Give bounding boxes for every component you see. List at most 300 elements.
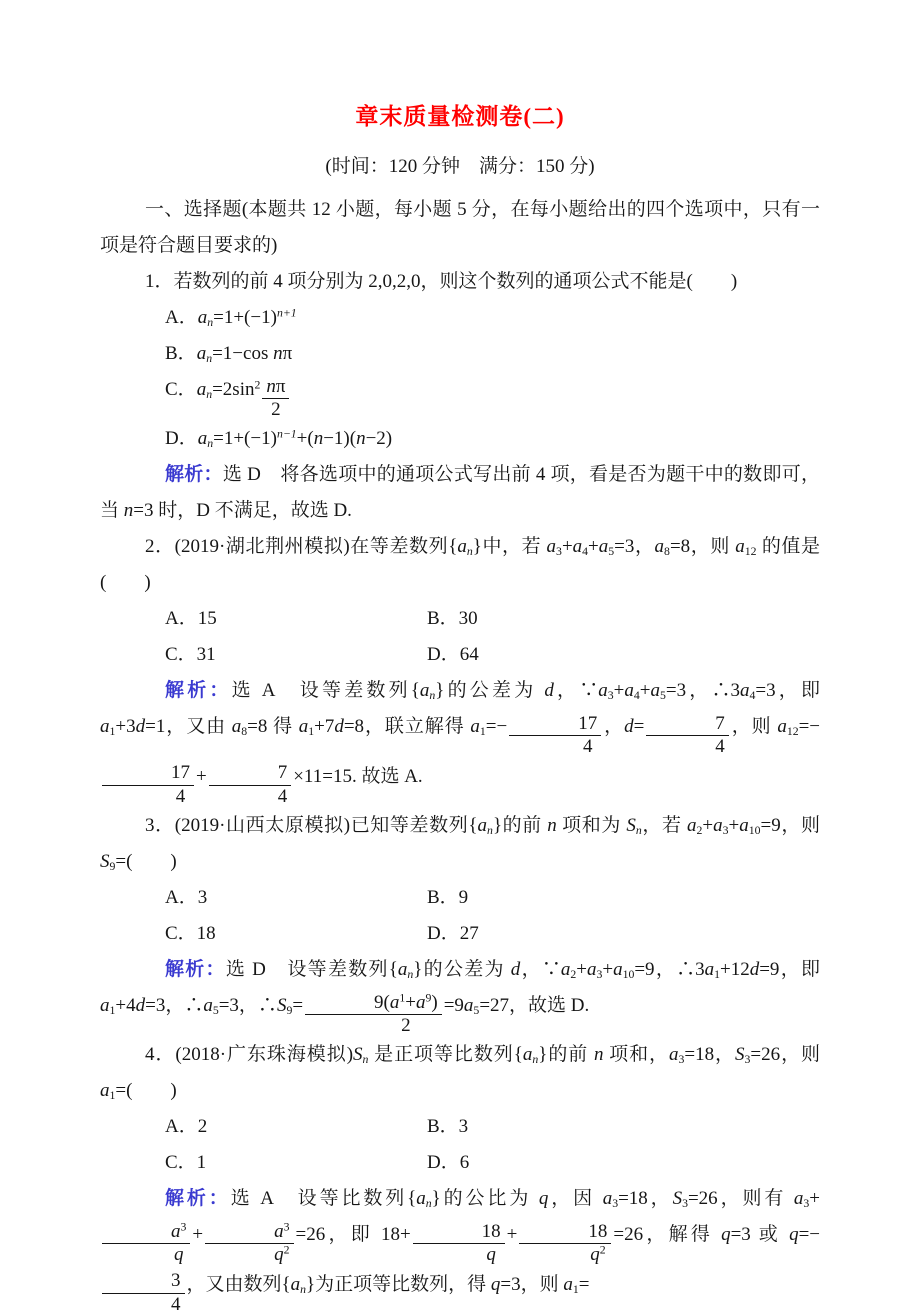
math-variable: a [290, 1273, 301, 1295]
text-run: =9，即 [759, 959, 820, 981]
math-variable: n [593, 1044, 604, 1066]
subscript: 1 [479, 725, 486, 739]
text-run: B．9 [427, 887, 469, 909]
question-1-option-d [100, 421, 820, 457]
exam-info-line: (时间：120 分钟 满分：150 分) [325, 156, 595, 177]
superscript: 2 [599, 1243, 606, 1257]
text-run: −2) [365, 428, 393, 450]
text-run: ，则 [730, 716, 778, 738]
subscript: n [362, 1053, 369, 1067]
subscript: 4 [749, 689, 756, 703]
fraction [519, 1221, 611, 1267]
text-run: 2 [271, 398, 281, 420]
math-variable: q [490, 1273, 501, 1295]
text-run: =3 或 [730, 1224, 790, 1246]
analysis-label: 解析： [165, 1188, 231, 1210]
text-run: A．2 [165, 1116, 208, 1138]
fraction-numerator [262, 376, 289, 399]
option-cell [100, 637, 427, 673]
text-run: D．6 [427, 1152, 470, 1174]
text-run: }的公差为 [413, 959, 511, 981]
text-run: A．3 [165, 887, 208, 909]
subscript: 5 [608, 545, 615, 559]
subscript: 5 [659, 689, 666, 703]
subscript: 3 [722, 823, 729, 837]
fraction-denominator [205, 1244, 293, 1266]
subscript: n [425, 1197, 432, 1211]
math-variable: a [100, 716, 110, 738]
superscript: 2 [254, 378, 261, 392]
text-run: ，又由数列{ [186, 1273, 291, 1295]
math-variable: n [273, 343, 283, 364]
text-run: + [702, 815, 714, 837]
text-run: =1+(−1) [213, 428, 277, 450]
math-variable: S [672, 1188, 683, 1210]
option-cell [427, 1145, 820, 1181]
question-2-analysis [100, 673, 820, 808]
math-variable: d [749, 959, 760, 981]
text-run: =1−cos [212, 343, 274, 364]
text-run: −1)( [323, 428, 357, 450]
math-variable: n [313, 428, 324, 450]
option-cell [427, 637, 820, 673]
subscript: 8 [664, 545, 670, 559]
text-run: =26，即 18+ [295, 1224, 411, 1246]
question-2-options-ab [100, 601, 820, 637]
fraction-denominator [413, 1244, 505, 1266]
subscript: n [207, 437, 214, 451]
text-run: ， [603, 716, 625, 738]
option-cell [427, 880, 820, 916]
fraction [413, 1221, 505, 1267]
math-variable: S [100, 851, 110, 873]
question-3-options-cd [100, 916, 820, 952]
fraction-denominator [262, 399, 289, 421]
superscript: 3 [180, 1220, 187, 1234]
text-run: =3， [614, 536, 655, 558]
question-3-analysis [100, 952, 820, 1037]
math-variable: q [721, 1224, 731, 1246]
math-variable: S [626, 815, 636, 837]
subscript: 3 [612, 1197, 619, 1211]
text-run: =1，又由 [145, 716, 232, 738]
fraction [262, 376, 289, 422]
text-run: B．30 [427, 608, 478, 630]
fraction-numerator [102, 1221, 190, 1244]
math-variable: S [276, 995, 287, 1017]
text-run: ，若 [641, 815, 688, 837]
math-variable: a [415, 991, 426, 1013]
question-1-option-a [100, 300, 820, 336]
option-cell [100, 1109, 427, 1145]
fraction-denominator [209, 786, 292, 808]
text-run: D． [165, 428, 198, 450]
text-run: =9 [443, 995, 464, 1017]
option-cell [427, 1109, 820, 1145]
text-run: ，因 [548, 1188, 603, 1210]
fraction-denominator [509, 736, 601, 758]
question-3-options-ab [100, 880, 820, 916]
text-run: 4 [175, 785, 186, 807]
text-run: =( ) [115, 851, 177, 873]
subscript: n [206, 351, 213, 365]
math-variable: a [477, 815, 488, 837]
text-run: =18， [618, 1188, 673, 1210]
text-run: +12 [720, 959, 750, 981]
text-run: 2．(2019·湖北荆州模拟)在等差数列{ [145, 536, 458, 558]
text-run: 17 [171, 762, 190, 784]
text-run: 7 [715, 712, 725, 734]
subscript: n [466, 545, 473, 559]
subscript: 4 [582, 545, 589, 559]
text-run: D．27 [427, 923, 479, 945]
text-run: =27，故选 D. [479, 995, 590, 1017]
math-variable: a [457, 536, 467, 558]
subscript: 9 [109, 859, 116, 873]
fraction-denominator [102, 786, 194, 808]
math-variable: a [739, 680, 750, 702]
math-variable: a [197, 307, 208, 328]
math-variable: n [547, 815, 557, 837]
text-run: 是正项等比数列{ [368, 1044, 523, 1066]
math-variable: d [510, 959, 521, 981]
text-run: 7 [277, 762, 288, 784]
math-variable: a [196, 343, 207, 364]
math-variable: a [793, 1188, 804, 1210]
math-variable: q [590, 1244, 600, 1266]
math-variable: n [356, 428, 366, 450]
fraction [205, 1221, 293, 1267]
subscript: 2 [570, 967, 577, 981]
fraction-denominator [305, 1015, 442, 1037]
subscript: 10 [622, 967, 635, 981]
subscript: 9 [286, 1003, 293, 1017]
text-run: + [602, 959, 614, 981]
subscript: n [487, 823, 493, 837]
option-cell [427, 916, 820, 952]
math-variable: q [486, 1244, 496, 1266]
subscript: 1 [572, 1282, 579, 1296]
subscript: 3 [744, 1053, 751, 1067]
fraction-numerator [519, 1221, 611, 1244]
text-run: 选 D 将各选项中的通项公式写出前 4 项，看是否为题干中的数即可，当 [100, 464, 820, 522]
math-variable: S [353, 1044, 363, 1066]
text-run: =26，解得 [613, 1224, 722, 1246]
text-run: 17 [578, 712, 598, 734]
text-run: =1+(−1) [213, 307, 277, 328]
text-run: +7 [314, 716, 335, 738]
fraction [646, 713, 729, 759]
text-run: + [639, 680, 651, 702]
text-run: }为正项等比数列，得 [306, 1273, 491, 1295]
math-variable: a [777, 716, 787, 738]
text-run: =9，则 [760, 815, 820, 837]
text-run: 18 [481, 1220, 501, 1242]
math-variable: a [687, 815, 697, 837]
text-run: B．3 [427, 1116, 469, 1138]
subscript: 1 [109, 1003, 116, 1017]
math-variable: d [135, 716, 146, 738]
text-run: C． [165, 379, 197, 400]
math-variable: a [713, 815, 723, 837]
question-1-analysis [100, 457, 820, 529]
text-run: 4．(2018·广东珠海模拟) [145, 1044, 354, 1066]
subscript: 3 [678, 1053, 685, 1067]
text-run: π [275, 375, 286, 397]
text-run: 4 [171, 1293, 181, 1315]
text-run: + [809, 1188, 820, 1210]
text-run: 4 [582, 736, 593, 758]
fraction-numerator [209, 762, 292, 785]
document-body [100, 192, 820, 1316]
math-variable: a [704, 959, 715, 981]
math-variable: a [560, 959, 571, 981]
fraction-denominator [519, 1244, 611, 1266]
math-variable: S [735, 1044, 745, 1066]
text-run: 选 D 设等差数列{ [225, 959, 398, 981]
math-variable: a [739, 815, 749, 837]
subscript: 3 [607, 689, 614, 703]
math-variable: a [624, 680, 634, 702]
superscript: n−1 [276, 427, 297, 441]
text-run: =8，则 [669, 536, 736, 558]
text-run: =3 时，D 不满足，故选 D. [133, 500, 352, 522]
math-variable: a [231, 716, 242, 738]
text-run: = [292, 995, 304, 1017]
text-run: }的公比为 [431, 1188, 539, 1210]
math-variable: a [613, 959, 623, 981]
text-run: +( [296, 428, 314, 450]
text-run: + [613, 680, 625, 702]
fraction [102, 1270, 185, 1316]
text-run: C．31 [165, 644, 216, 666]
math-variable: a [389, 991, 400, 1013]
math-variable: a [171, 1220, 181, 1242]
text-run: + [192, 1224, 204, 1246]
math-variable: a [298, 716, 309, 738]
analysis-label: 解析： [165, 464, 223, 486]
question-1-stem [100, 264, 820, 300]
subscript: 1 [109, 1089, 116, 1103]
math-variable: d [135, 995, 146, 1017]
subscript: 4 [633, 689, 640, 703]
text-run: A． [165, 307, 198, 328]
subscript: 12 [744, 545, 757, 559]
question-4-analysis [100, 1181, 820, 1316]
text-run: =9，∴3 [634, 959, 705, 981]
text-run: =3，则 [500, 1273, 564, 1295]
math-variable: a [598, 680, 608, 702]
question-1-option-b [100, 336, 820, 372]
text-run: 4 [715, 736, 725, 758]
option-cell [427, 601, 820, 637]
math-variable: a [274, 1220, 284, 1242]
text-run: =( ) [115, 1080, 177, 1102]
subscript: 5 [473, 1003, 480, 1017]
math-variable: n [123, 500, 134, 522]
text-run: A．15 [165, 608, 217, 630]
text-run: 9( [374, 991, 390, 1013]
math-variable: a [735, 536, 745, 558]
option-cell [100, 916, 427, 952]
text-run: 4 [277, 785, 288, 807]
text-run: =3，∴3 [665, 680, 740, 702]
superscript: 2 [283, 1243, 290, 1257]
fraction-denominator [102, 1244, 190, 1266]
math-variable: d [544, 680, 554, 702]
text-run: =8 得 [247, 716, 299, 738]
text-run: 2 [401, 1014, 411, 1036]
math-variable: a [546, 536, 557, 558]
fraction [102, 1221, 190, 1267]
math-variable: a [563, 1273, 573, 1295]
question-2-stem [100, 529, 820, 601]
text-run: π [282, 343, 293, 364]
subscript: n [635, 823, 642, 837]
superscript: 9 [425, 991, 432, 1005]
text-run: 项和为 [556, 815, 627, 837]
fraction-numerator [509, 713, 601, 736]
option-cell [100, 1145, 427, 1181]
subscript: n [407, 967, 414, 981]
text-run: }的前 [538, 1044, 594, 1066]
text-run: =8，联立解得 [343, 716, 471, 738]
math-variable: n [266, 375, 276, 397]
text-run: = [633, 716, 645, 738]
fraction-numerator [102, 762, 194, 785]
math-variable: a [100, 1080, 110, 1102]
math-variable: a [470, 716, 480, 738]
fraction [305, 992, 442, 1038]
text-run: }中，若 [472, 536, 547, 558]
subscript: 10 [748, 823, 761, 837]
subscript: 3 [596, 967, 603, 981]
text-run: =3，∴ [218, 995, 277, 1017]
math-variable: a [572, 536, 583, 558]
text-run: }的前 [492, 815, 548, 837]
subscript: n [207, 315, 214, 329]
text-run: 1．若数列的前 4 项分别为 2,0,2,0，则这个数列的通项公式不能是( ) [145, 271, 738, 292]
subscript: 2 [696, 823, 703, 837]
text-run: =− [798, 716, 821, 738]
text-run: ×11=15. 故选 A. [293, 765, 423, 787]
section-intro [100, 192, 820, 264]
option-cell [100, 601, 427, 637]
subscript: 5 [212, 1003, 219, 1017]
math-variable: d [334, 716, 344, 738]
math-variable: a [463, 995, 474, 1017]
superscript: 1 [399, 991, 406, 1005]
subscript: 12 [786, 725, 799, 739]
text-run: + [588, 536, 599, 558]
subscript: 3 [682, 1197, 688, 1211]
text-run: 18 [588, 1220, 608, 1242]
math-variable: a [598, 536, 609, 558]
text-run: 一、选择题(本题共 12 小题，每小题 5 分，在每小题给出的四个选项中，只有一项是符合题目要求的) [100, 199, 820, 256]
math-variable: q [173, 1244, 184, 1266]
math-variable: a [650, 680, 660, 702]
fraction-numerator [646, 713, 729, 736]
text-run: 3．(2019·山西太原模拟)已知等差数列{ [145, 815, 478, 837]
subscript: n [532, 1053, 539, 1067]
text-run: 选 A 设等比数列{ [230, 1188, 417, 1210]
analysis-label: 解析： [165, 680, 232, 702]
text-run: 选 A 设等差数列{ [231, 680, 420, 702]
math-variable: a [197, 428, 208, 450]
text-run: = [578, 1273, 590, 1295]
math-variable: q [274, 1244, 284, 1266]
question-1-option-c [100, 372, 820, 421]
text-run: + [405, 991, 416, 1013]
math-variable: d [624, 716, 634, 738]
text-run: + [561, 536, 573, 558]
text-run: + [196, 765, 207, 787]
text-run: ) [431, 991, 438, 1013]
text-run: 3 [171, 1270, 181, 1292]
text-run: +3 [115, 716, 136, 738]
text-run: B． [165, 343, 197, 364]
subscript: n [206, 387, 213, 401]
subscript: 1 [308, 725, 315, 739]
fraction [209, 762, 292, 808]
text-run: 的值是( ) [100, 536, 821, 594]
subscript: 1 [109, 725, 116, 739]
subscript: 1 [714, 967, 720, 981]
fraction-numerator [413, 1221, 505, 1244]
text-run: }的公差为 [435, 680, 545, 702]
math-variable: a [654, 536, 665, 558]
text-run: =− [798, 1224, 820, 1246]
text-run: =26，则 [750, 1044, 821, 1066]
math-variable: a [203, 995, 213, 1017]
question-2-options-cd [100, 637, 820, 673]
question-4-options-ab [100, 1109, 820, 1145]
text-run: =3，∴ [145, 995, 204, 1017]
subscript: 3 [556, 545, 562, 559]
math-variable: a [522, 1044, 533, 1066]
fraction-numerator [305, 992, 442, 1015]
math-variable: a [397, 959, 408, 981]
question-3-stem [100, 808, 820, 880]
fraction-denominator [646, 736, 729, 758]
text-run: + [576, 959, 587, 981]
text-run: C．18 [165, 923, 216, 945]
subscript: 8 [241, 725, 248, 739]
page-title: 章末质量检测卷(二) [355, 104, 565, 129]
subscript: 3 [803, 1197, 810, 1211]
text-run: =26，则有 [687, 1188, 794, 1210]
fraction [509, 713, 601, 759]
math-variable: a [586, 959, 597, 981]
text-run: =2sin [212, 379, 255, 400]
superscript: n+1 [276, 306, 297, 320]
option-cell [100, 880, 427, 916]
question-4-stem [100, 1037, 820, 1109]
text-run: + [506, 1224, 518, 1246]
superscript: 3 [283, 1220, 290, 1234]
math-variable: a [602, 1188, 613, 1210]
analysis-label: 解析： [165, 959, 226, 981]
math-variable: a [669, 1044, 679, 1066]
fraction-denominator [102, 1294, 185, 1316]
text-run: =− [485, 716, 508, 738]
text-run: + [728, 815, 740, 837]
text-run: +4 [115, 995, 136, 1017]
text-run: =3，即 [755, 680, 820, 702]
fraction [102, 762, 194, 808]
math-variable: q [538, 1188, 549, 1210]
math-variable: a [416, 1188, 426, 1210]
